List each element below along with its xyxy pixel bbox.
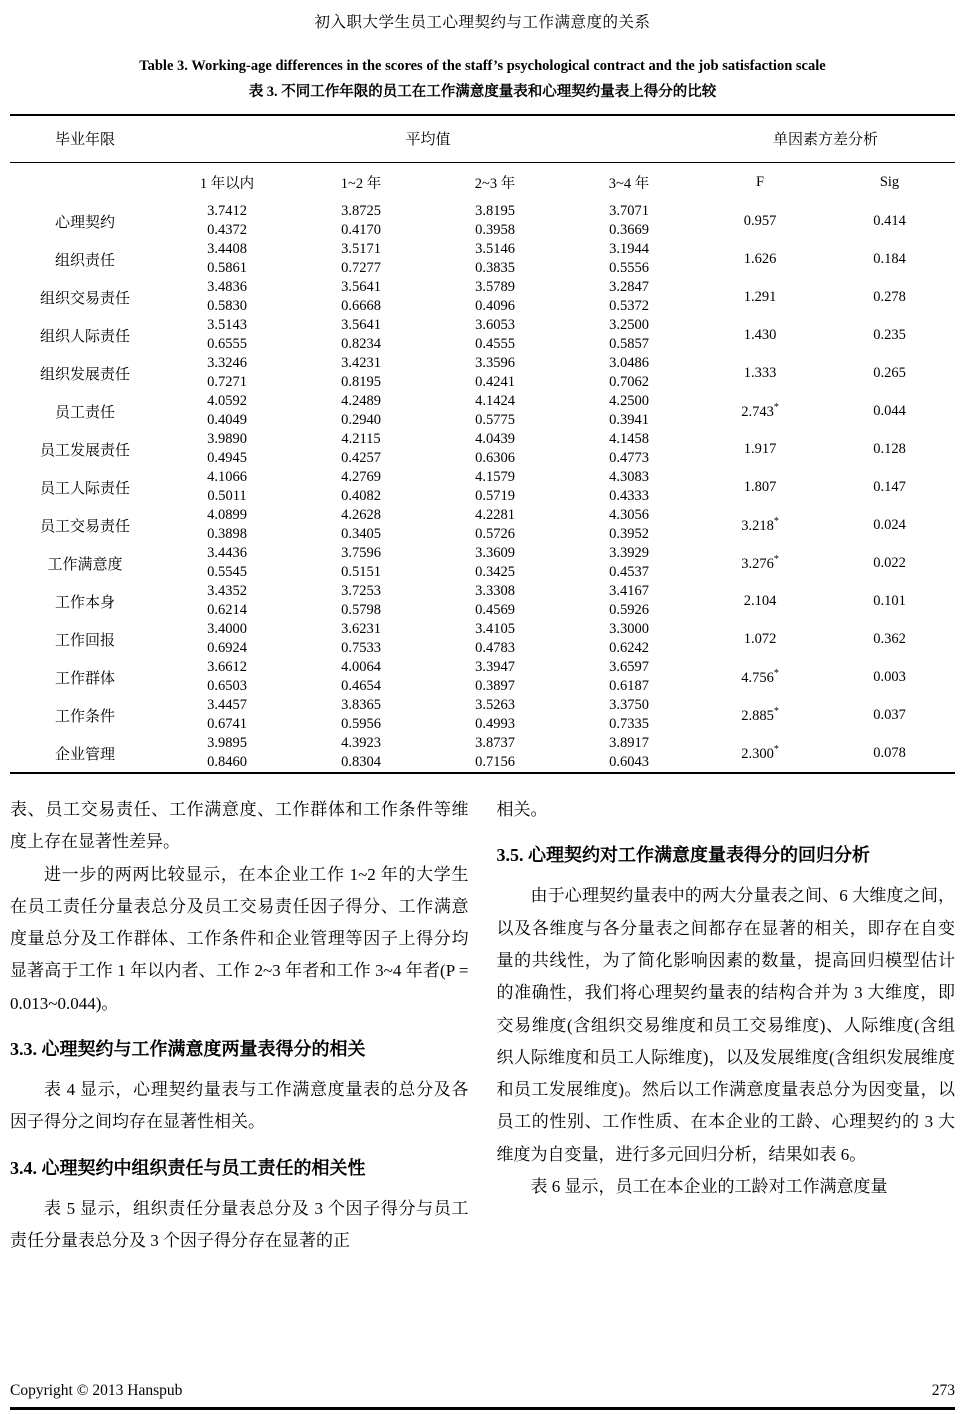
row-label: 组织交易责任 xyxy=(39,290,130,307)
mean-sd-cell: 3.9895 0.8460 xyxy=(207,735,247,770)
sig-value-cell: 0.278 xyxy=(873,288,906,305)
col-group-graduation-years: 毕业年限 xyxy=(10,115,160,162)
mean-sd-cell: 3.4352 0.6214 xyxy=(207,583,247,618)
sig-value-cell: 0.184 xyxy=(873,250,906,267)
sig-value-cell: 0.037 xyxy=(873,706,906,723)
section-heading: 3.3. 心理契约与工作满意度两量表得分的相关 xyxy=(10,1039,366,1060)
mean-sd-cell: 3.3308 0.4569 xyxy=(475,583,515,618)
left-column xyxy=(10,794,469,1257)
table-row xyxy=(10,506,955,544)
mean-sd-cell: 4.2489 0.2940 xyxy=(341,393,381,428)
col-group-means: 平均值 xyxy=(160,115,696,162)
mean-sd-cell: 3.7596 0.5151 xyxy=(341,545,381,580)
sig-value-cell: 0.003 xyxy=(873,668,906,685)
mean-sd-cell: 3.4836 0.5830 xyxy=(207,279,247,314)
mean-sd-cell: 4.0899 0.3898 xyxy=(207,507,247,542)
mean-sd-cell: 3.7071 0.3669 xyxy=(609,203,649,238)
f-value-cell: 1.072 xyxy=(743,630,777,647)
page-number: 273 xyxy=(931,1382,955,1399)
row-label: 组织人际责任 xyxy=(39,328,130,345)
f-value-cell: 2.104 xyxy=(743,592,777,609)
row-label: 企业管理 xyxy=(54,746,115,763)
col-header-2-3yr: 2~3 年 xyxy=(474,175,516,192)
table-row xyxy=(10,392,955,430)
paragraph: 相关。 xyxy=(496,800,548,819)
mean-sd-cell: 3.3246 0.7271 xyxy=(207,355,247,390)
table-body xyxy=(10,202,955,773)
f-value-cell: 1.333 xyxy=(743,364,777,381)
col-header-empty xyxy=(10,162,160,202)
table-row xyxy=(10,202,955,240)
mean-sd-cell: 4.2281 0.5726 xyxy=(475,507,515,542)
col-header-1-2yr: 1~2 年 xyxy=(340,175,382,192)
right-column xyxy=(497,794,956,1257)
f-value-cell: 3.276* xyxy=(741,553,779,572)
col-header-f: F xyxy=(755,173,765,190)
mean-sd-cell: 3.4000 0.6924 xyxy=(207,621,247,656)
f-value-cell: 1.807 xyxy=(743,478,777,495)
paragraph: 表 5 显示，组织责任分量表总分及 3 个因子得分与员工责任分量表总分及 3 个因子得分存在显著的正 xyxy=(10,1198,469,1251)
mean-sd-cell: 4.3083 0.4333 xyxy=(609,469,649,504)
section-heading: 3.4. 心理契约中组织责任与员工责任的相关性 xyxy=(10,1157,366,1178)
sig-value-cell: 0.022 xyxy=(873,554,906,571)
row-label: 员工交易责任 xyxy=(39,518,130,535)
mean-sd-cell: 3.3000 0.6242 xyxy=(609,621,649,656)
row-label: 组织发展责任 xyxy=(39,366,130,383)
f-value-cell: 3.218* xyxy=(741,515,779,534)
running-head: 初入职大学生员工心理契约与工作满意度的关系 xyxy=(314,14,651,31)
mean-sd-cell: 3.8737 0.7156 xyxy=(475,735,515,770)
mean-sd-cell: 3.3947 0.3897 xyxy=(475,659,515,694)
table-row xyxy=(10,582,955,620)
paragraph: 表 4 显示，心理契约量表与工作满意度量表的总分及各因子得分之间均存在显著性相关。 xyxy=(10,1080,469,1132)
f-value-cell: 2.885* xyxy=(741,705,779,724)
mean-sd-cell: 3.3929 0.4537 xyxy=(609,545,649,580)
mean-sd-cell: 4.0064 0.4654 xyxy=(341,659,381,694)
mean-sd-cell: 3.9890 0.4945 xyxy=(207,431,247,466)
row-label: 员工发展责任 xyxy=(39,442,130,459)
table-captions xyxy=(10,58,955,101)
mean-sd-cell: 4.2115 0.4257 xyxy=(341,431,381,466)
mean-sd-cell: 3.7412 0.4372 xyxy=(207,203,247,238)
sig-value-cell: 0.078 xyxy=(873,744,906,761)
mean-sd-cell: 4.2500 0.3941 xyxy=(609,393,649,428)
row-label: 员工责任 xyxy=(54,404,115,421)
mean-sd-cell: 4.0439 0.6306 xyxy=(475,431,515,466)
mean-sd-cell: 3.4167 0.5926 xyxy=(609,583,649,618)
mean-sd-cell: 3.5641 0.6668 xyxy=(341,279,381,314)
paragraph: 表、员工交易责任、工作满意度、工作群体和工作条件等维度上存在显著性差异。 xyxy=(10,800,469,852)
paragraph: 进一步的两两比较显示，在本企业工作 1~2 年的大学生在员工责任分量表总分及员工交易责任因子得分、工作满意度量总分及工作群体、工作条件和企业管理等因子上得分均显著高于工作 1 年以内者、工作 2~3 年者和工作 3~4 年者(P = 0.013~0.044)。 xyxy=(10,864,469,1013)
table-row xyxy=(10,430,955,468)
table-row xyxy=(10,544,955,582)
mean-sd-cell: 3.5789 0.4096 xyxy=(475,279,515,314)
table-row xyxy=(10,696,955,734)
mean-sd-cell: 4.2628 0.3405 xyxy=(341,507,381,542)
row-label: 工作满意度 xyxy=(47,556,123,573)
table-sub-header-row xyxy=(10,162,955,202)
mean-sd-cell: 3.4436 0.5545 xyxy=(207,545,247,580)
sig-value-cell: 0.265 xyxy=(873,364,906,381)
mean-sd-cell: 3.2847 0.5372 xyxy=(609,279,649,314)
mean-sd-cell: 3.5171 0.7277 xyxy=(341,241,381,276)
mean-sd-cell: 4.0592 0.4049 xyxy=(207,393,247,428)
sig-value-cell: 0.235 xyxy=(873,326,906,343)
two-column-body xyxy=(10,794,955,1257)
mean-sd-cell: 3.4105 0.4783 xyxy=(475,621,515,656)
mean-sd-cell: 3.5641 0.8234 xyxy=(341,317,381,352)
mean-sd-cell: 4.3923 0.8304 xyxy=(341,735,381,770)
mean-sd-cell: 3.4457 0.6741 xyxy=(207,697,247,732)
sig-value-cell: 0.101 xyxy=(873,592,906,609)
mean-sd-cell: 3.8365 0.5956 xyxy=(341,697,381,732)
copyright-text: Copyright © 2013 Hanspub xyxy=(10,1382,183,1399)
mean-sd-cell: 3.8917 0.6043 xyxy=(609,735,649,770)
mean-sd-cell: 3.4408 0.5861 xyxy=(207,241,247,276)
mean-sd-cell: 3.5146 0.3835 xyxy=(475,241,515,276)
table-row xyxy=(10,354,955,392)
mean-sd-cell: 4.1066 0.5011 xyxy=(207,469,247,504)
col-header-3-4yr: 3~4 年 xyxy=(608,175,650,192)
mean-sd-cell: 4.1458 0.4773 xyxy=(609,431,649,466)
mean-sd-cell: 3.3596 0.4241 xyxy=(475,355,515,390)
table-row xyxy=(10,240,955,278)
mean-sd-cell: 3.3750 0.7335 xyxy=(609,697,649,732)
paragraph: 表 6 显示，员工在本企业的工龄对工作满意度量 xyxy=(530,1177,888,1197)
mean-sd-cell: 4.3056 0.3952 xyxy=(609,507,649,542)
mean-sd-cell: 3.4231 0.8195 xyxy=(341,355,381,390)
sig-value-cell: 0.128 xyxy=(873,440,906,457)
mean-sd-cell: 3.6612 0.6503 xyxy=(207,659,247,694)
f-value-cell: 1.291 xyxy=(743,288,777,305)
table-row xyxy=(10,658,955,696)
table-row xyxy=(10,278,955,316)
row-label: 工作条件 xyxy=(54,708,115,725)
row-label: 心理契约 xyxy=(54,214,115,231)
table-caption-english: Table 3. Working-age differences in the scores of the staff’s psychological contract and the job satisfaction scale xyxy=(139,58,826,74)
mean-sd-cell: 3.5263 0.4993 xyxy=(475,697,515,732)
table-caption-chinese: 表 3. 不同工作年限的员工在工作满意度量表和心理契约量表上得分的比较 xyxy=(248,84,717,100)
f-value-cell: 2.300* xyxy=(741,743,779,762)
col-header-within-1yr: 1 年以内 xyxy=(199,175,255,192)
table-row xyxy=(10,468,955,506)
f-value-cell: 4.756* xyxy=(741,667,779,686)
table-group-header-row xyxy=(10,115,955,162)
table-row xyxy=(10,316,955,354)
sig-value-cell: 0.024 xyxy=(873,516,906,533)
col-header-sig: Sig xyxy=(879,173,900,190)
section-heading: 3.5. 心理契约对工作满意度量表得分的回归分析 xyxy=(496,845,870,866)
mean-sd-cell: 3.8725 0.4170 xyxy=(341,203,381,238)
sig-value-cell: 0.044 xyxy=(873,402,906,419)
page-footer xyxy=(10,1382,955,1410)
row-label: 组织责任 xyxy=(54,252,115,269)
row-label: 员工人际责任 xyxy=(39,480,130,497)
mean-sd-cell: 3.3609 0.3425 xyxy=(475,545,515,580)
row-label: 工作回报 xyxy=(54,632,115,649)
mean-sd-cell: 3.1944 0.5556 xyxy=(609,241,649,276)
row-label: 工作群体 xyxy=(54,670,115,687)
mean-sd-cell: 3.6231 0.7533 xyxy=(341,621,381,656)
row-label: 工作本身 xyxy=(54,594,115,611)
mean-sd-cell: 3.5143 0.6555 xyxy=(207,317,247,352)
mean-sd-cell: 3.6597 0.6187 xyxy=(609,659,649,694)
sig-value-cell: 0.147 xyxy=(873,478,906,495)
f-value-cell: 2.743* xyxy=(741,401,779,420)
paragraph: 由于心理契约量表中的两大分量表之间、6 大维度之间，以及各维度与各分量表之间都存在显著的相关，即存在自变量的共线性，为了简化影响因素的数量，提高回归模型估计的准确性，我们将心理契约量表的结构合并为 3 大维度，即交易维度(含组织交易维度和员工交易维度)、人际维度(含组织人际维度和员工人际维度)，以及发展维度(含组织发展维度和员工发展维度)。然后以工作满意度量表总分为因变量，以员工的性别、工作性质、在本企业的工龄、心理契约的 3 大维度为自变量，进行多元回归分析，结果如表 6。 xyxy=(496,886,955,1164)
table-row xyxy=(10,734,955,773)
mean-sd-cell: 4.1424 0.5775 xyxy=(475,393,515,428)
sig-value-cell: 0.414 xyxy=(873,212,906,229)
mean-sd-cell: 3.8195 0.3958 xyxy=(475,203,515,238)
f-value-cell: 1.430 xyxy=(743,326,777,343)
f-value-cell: 1.626 xyxy=(743,250,777,267)
mean-sd-cell: 3.0486 0.7062 xyxy=(609,355,649,390)
mean-sd-cell: 4.1579 0.5719 xyxy=(475,469,515,504)
mean-sd-cell: 3.6053 0.4555 xyxy=(475,317,515,352)
mean-sd-cell: 4.2769 0.4082 xyxy=(341,469,381,504)
results-table xyxy=(10,114,955,774)
col-group-anova: 单因素方差分析 xyxy=(696,115,955,162)
f-value-cell: 1.917 xyxy=(743,440,777,457)
mean-sd-cell: 3.2500 0.5857 xyxy=(609,317,649,352)
mean-sd-cell: 3.7253 0.5798 xyxy=(341,583,381,618)
table-row xyxy=(10,620,955,658)
sig-value-cell: 0.362 xyxy=(873,630,906,647)
f-value-cell: 0.957 xyxy=(743,212,777,229)
